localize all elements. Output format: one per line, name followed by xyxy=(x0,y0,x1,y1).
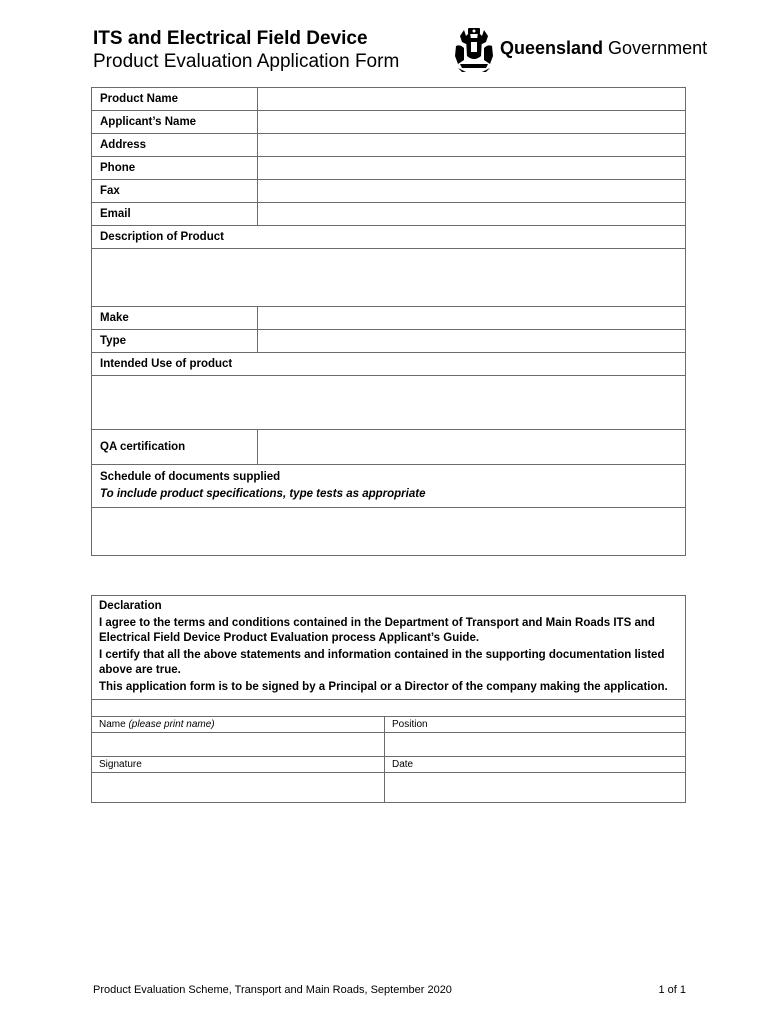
date-label: Date xyxy=(385,757,686,773)
make-label: Make xyxy=(92,307,258,330)
applicant-name-label: Applicant’s Name xyxy=(92,111,258,134)
declaration-para-3: This application form is to be signed by a Principal or a Director of the company making the application. xyxy=(99,680,668,693)
position-label: Position xyxy=(385,717,686,733)
intended-use-label: Intended Use of product xyxy=(92,353,686,376)
signature-field[interactable] xyxy=(92,773,385,803)
declaration-table xyxy=(91,595,686,803)
declaration-spacer xyxy=(92,700,686,717)
qa-certification-label: QA certification xyxy=(92,430,258,465)
position-field[interactable] xyxy=(385,733,686,757)
product-name-field[interactable] xyxy=(258,88,686,111)
form-title: ITS and Electrical Field Device xyxy=(93,28,368,49)
declaration-para-1: I agree to the terms and conditions contained in the Department of Transport and Main Roads ITS and Electrical Field Device Product Evaluation process Applicant’s Guide. xyxy=(99,616,655,644)
description-label: Description of Product xyxy=(92,226,686,249)
form-subtitle: Product Evaluation Application Form xyxy=(93,51,400,72)
address-label: Address xyxy=(92,134,258,157)
applicant-name-field[interactable] xyxy=(258,111,686,134)
footer-text: Product Evaluation Scheme, Transport and Main Roads, September 2020 xyxy=(93,984,452,996)
declaration-para-2: I certify that all the above statements and information contained in the supporting documentation listed above are true. xyxy=(99,648,665,676)
logo-text-queensland: Queensland xyxy=(500,38,604,58)
signature-label: Signature xyxy=(92,757,385,773)
qa-certification-field[interactable] xyxy=(258,430,686,465)
schedule-field[interactable] xyxy=(92,508,686,556)
name-label-text: Name xyxy=(99,719,126,730)
declaration-text xyxy=(92,596,686,700)
queensland-government-logo xyxy=(452,26,708,72)
name-label xyxy=(92,717,385,733)
intended-use-field[interactable] xyxy=(92,376,686,430)
fax-field[interactable] xyxy=(258,180,686,203)
page-number: 1 of 1 xyxy=(658,984,686,996)
type-field[interactable] xyxy=(258,330,686,353)
name-field[interactable] xyxy=(92,733,385,757)
schedule-note: To include product specifications, type tests as appropriate xyxy=(100,488,426,500)
logo-text-government: Government xyxy=(608,38,708,58)
schedule-title: Schedule of documents supplied xyxy=(100,471,281,483)
type-label: Type xyxy=(92,330,258,353)
name-hint: (please print name) xyxy=(128,719,215,730)
fax-label: Fax xyxy=(92,180,258,203)
coat-of-arms-icon xyxy=(452,26,496,72)
date-field[interactable] xyxy=(385,773,686,803)
description-field[interactable] xyxy=(92,249,686,307)
product-name-label: Product Name xyxy=(92,88,258,111)
phone-field[interactable] xyxy=(258,157,686,180)
application-form-table xyxy=(91,87,686,556)
schedule-header xyxy=(92,465,686,508)
email-label: Email xyxy=(92,203,258,226)
declaration-heading: Declaration xyxy=(99,600,162,612)
email-field[interactable] xyxy=(258,203,686,226)
phone-label: Phone xyxy=(92,157,258,180)
make-field[interactable] xyxy=(258,307,686,330)
address-field[interactable] xyxy=(258,134,686,157)
